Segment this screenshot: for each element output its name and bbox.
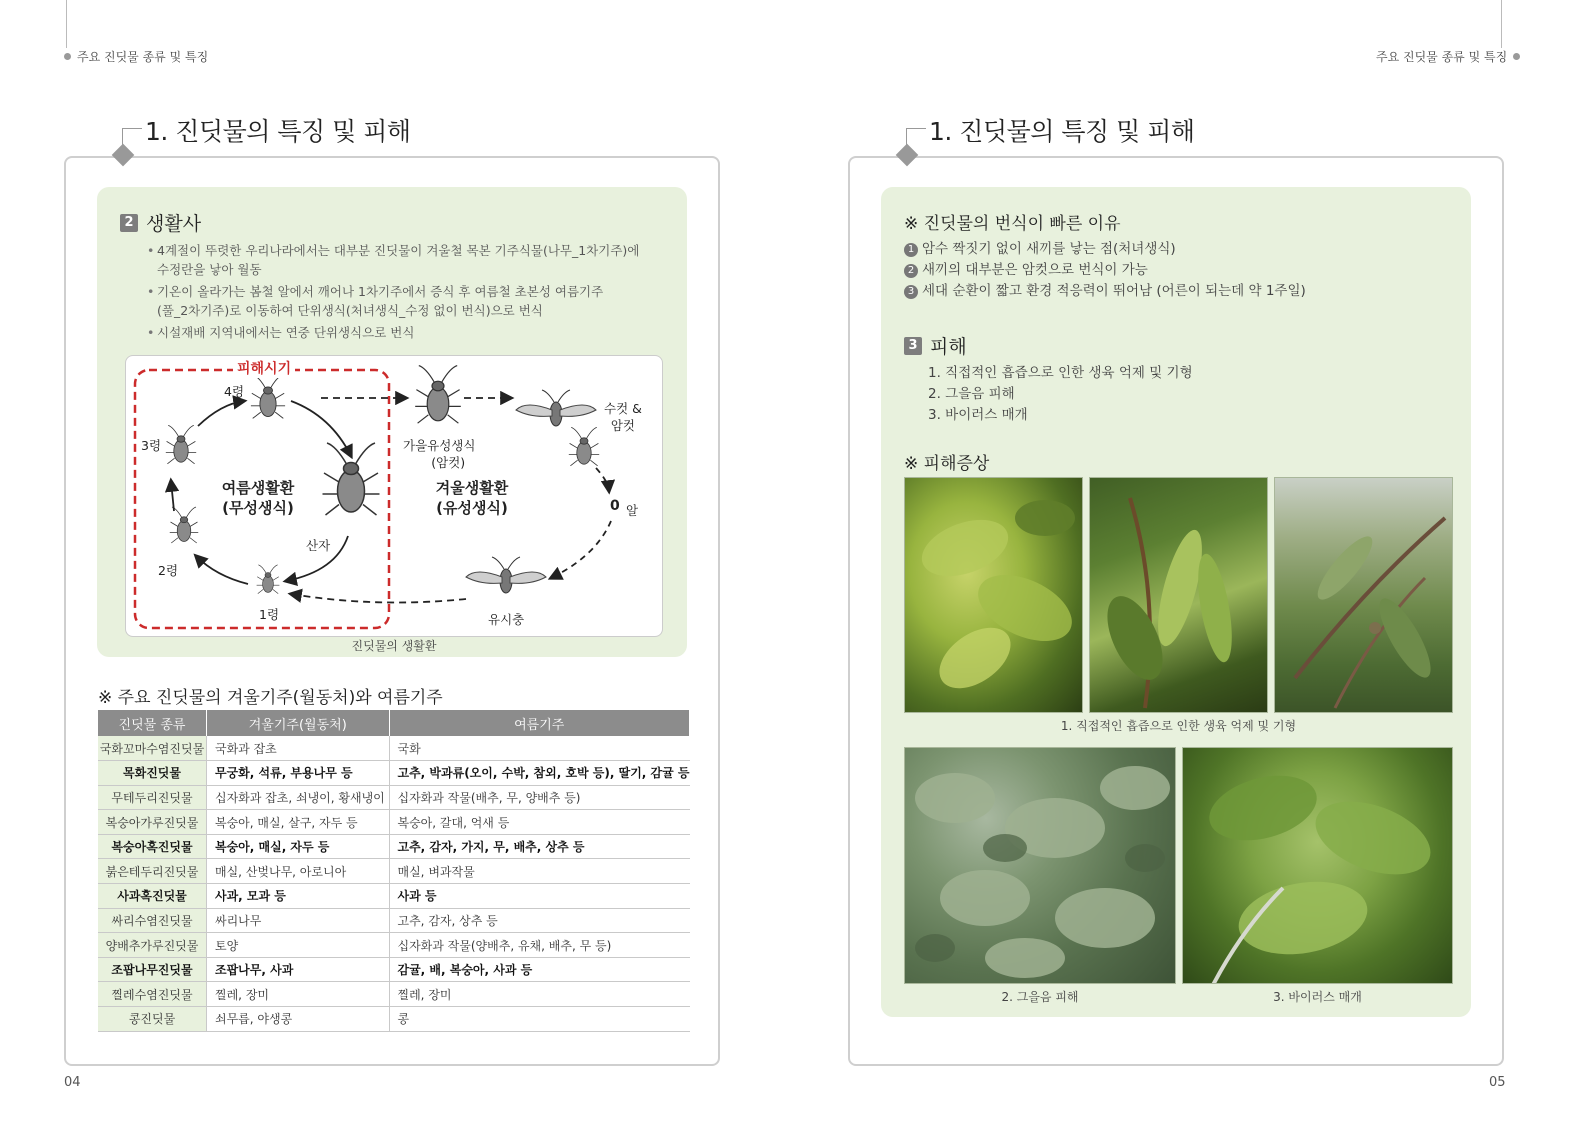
winter-host-cell: 사과, 모과 등 bbox=[207, 884, 390, 909]
summer-host-cell: 찔레, 장미 bbox=[389, 982, 690, 1007]
table-header-row bbox=[98, 710, 690, 736]
winter-host-cell: 복숭아, 매실, 자두 등 bbox=[207, 834, 390, 859]
running-header-right bbox=[1376, 48, 1520, 65]
subsection-heading bbox=[120, 209, 201, 236]
winter-host-cell: 싸리나무 bbox=[207, 908, 390, 933]
photo-leaf-curl-3 bbox=[1274, 477, 1453, 713]
section-title: 1. 진딧물의 특징 및 피해 bbox=[145, 117, 411, 146]
species-cell: 양배추가루진딧물 bbox=[98, 933, 207, 958]
summer-host-cell: 국화 bbox=[389, 736, 690, 761]
summer-host-cell: 십자화과 작물(양배추, 유채, 배추, 무 등) bbox=[389, 933, 690, 958]
birth-label: 산자 bbox=[306, 538, 331, 553]
summer-host-cell: 고추, 감자, 가지, 무, 배추, 상추 등 bbox=[389, 834, 690, 859]
photo-caption-3: 3. 바이러스 매개 bbox=[1273, 990, 1362, 1004]
running-header-left bbox=[64, 48, 208, 65]
header-rule bbox=[1501, 0, 1502, 48]
leaf-shapes bbox=[1183, 748, 1453, 984]
damage-panel bbox=[881, 187, 1471, 1017]
page-number: 04 bbox=[64, 1075, 81, 1090]
male-female-line1: 수컷 & bbox=[604, 401, 642, 416]
host-table-title: ※ 주요 진딧물의 겨울기주(월동처)와 여름기주 bbox=[98, 688, 443, 708]
species-cell: 무테두리진딧물 bbox=[98, 785, 207, 810]
reason-text: 암수 짝짓기 없이 새끼를 낳는 점(처녀생식) bbox=[922, 241, 1176, 257]
photo-virus-vector bbox=[1182, 747, 1453, 984]
section-number-badge: 3 bbox=[904, 337, 922, 355]
species-cell: 목화진딧물 bbox=[98, 761, 207, 786]
winter-host-cell: 국화과 잡초 bbox=[207, 736, 390, 761]
winter-host-cell: 찔레, 장미 bbox=[207, 982, 390, 1007]
number-circle-icon: 1 bbox=[904, 243, 918, 257]
reason-title: ※ 진딧물의 번식이 빠른 이유 bbox=[904, 214, 1121, 234]
reason-item bbox=[904, 281, 1306, 302]
table-row bbox=[98, 957, 690, 982]
species-cell: 찔레수염진딧물 bbox=[98, 982, 207, 1007]
number-circle-icon: 3 bbox=[904, 285, 918, 299]
summer-host-cell: 감귤, 배, 복숭아, 사과 등 bbox=[389, 957, 690, 982]
subsection-title: 피해 bbox=[930, 336, 967, 358]
running-header-text: 주요 진딧물 종류 및 특징 bbox=[1376, 50, 1508, 64]
damage-period-label: 피해시기 bbox=[233, 358, 295, 378]
table-row bbox=[98, 884, 690, 909]
male-female-line2: 암컷 bbox=[610, 418, 636, 433]
winter-cycle-label bbox=[432, 478, 512, 518]
table-row bbox=[98, 1007, 690, 1032]
number-circle-icon: 2 bbox=[904, 264, 918, 278]
winter-host-cell: 무궁화, 석류, 부용나무 등 bbox=[207, 761, 390, 786]
host-table bbox=[98, 710, 690, 1032]
page-number: 05 bbox=[1489, 1075, 1506, 1090]
photo-sooty-mold bbox=[904, 747, 1176, 984]
reason-text: 새끼의 대부분은 암컷으로 번식이 가능 bbox=[922, 262, 1148, 278]
lifecycle-bullets bbox=[147, 241, 667, 345]
running-header-text: 주요 진딧물 종류 및 특징 bbox=[77, 50, 209, 64]
lifecycle-caption: 진딧물의 생활환 bbox=[351, 639, 437, 653]
table-row bbox=[98, 859, 690, 884]
bullet-dot-icon bbox=[1513, 53, 1520, 60]
damage-list bbox=[928, 363, 1193, 426]
reason-item bbox=[904, 260, 1306, 281]
reason-item bbox=[904, 239, 1306, 260]
winter-cycle-title: 겨울생활환 bbox=[435, 479, 509, 497]
species-cell: 붉은테두리진딧물 bbox=[98, 859, 207, 884]
col-header-species: 진딧물 종류 bbox=[98, 710, 207, 736]
summer-host-cell: 콩 bbox=[389, 1007, 690, 1032]
leaf-shapes bbox=[905, 478, 1083, 713]
bullet-item: • 4계절이 뚜렷한 우리나라에서는 대부분 진딧물이 겨울철 목본 기주식물(나무_1차기주)에 수정란을 낳아 월동 bbox=[147, 241, 667, 279]
table-row bbox=[98, 933, 690, 958]
stage-3-label: 3령 bbox=[141, 438, 162, 453]
species-cell: 싸리수염진딧물 bbox=[98, 908, 207, 933]
summer-host-cell: 고추, 감자, 상추 등 bbox=[389, 908, 690, 933]
summer-host-cell: 고추, 박과류(오이, 수박, 참외, 호박 등), 딸기, 감귤 등 bbox=[389, 761, 690, 786]
species-cell: 국화꼬마수염진딧물 bbox=[98, 736, 207, 761]
reason-list bbox=[904, 239, 1306, 302]
header-rule bbox=[66, 0, 67, 48]
winter-host-cell: 매실, 산벚나무, 아로니아 bbox=[207, 859, 390, 884]
leaf-shapes bbox=[905, 748, 1176, 984]
left-page bbox=[0, 0, 793, 1123]
section-title: 1. 진딧물의 특징 및 피해 bbox=[929, 117, 1195, 146]
winter-host-cell: 복숭아, 매실, 살구, 자두 등 bbox=[207, 810, 390, 835]
symptom-title: ※ 피해증상 bbox=[904, 454, 990, 474]
winter-host-cell: 쇠무릅, 야생콩 bbox=[207, 1007, 390, 1032]
damage-item: 3. 바이러스 매개 bbox=[928, 407, 1028, 423]
egg-label: 알 bbox=[626, 503, 639, 518]
lifecycle-arrows bbox=[126, 356, 664, 638]
leaf-shapes bbox=[1090, 478, 1268, 713]
table-row bbox=[98, 736, 690, 761]
leaf-shapes bbox=[1275, 478, 1453, 713]
autumn-female-sub: (암컷) bbox=[431, 455, 466, 470]
table-row bbox=[98, 834, 690, 859]
subsection-heading bbox=[904, 332, 967, 359]
stage-2-label: 2령 bbox=[158, 563, 179, 578]
summer-cycle-title: 여름생활환 bbox=[221, 479, 295, 497]
male-female-label bbox=[604, 400, 642, 434]
photo-caption-2: 2. 그을음 피해 bbox=[1001, 990, 1079, 1004]
bullet-item: • 시설재배 지역내에서는 연중 단위생식으로 번식 bbox=[147, 323, 667, 342]
stage-1-label: 1령 bbox=[259, 607, 280, 622]
species-cell: 사과혹진딧물 bbox=[98, 884, 207, 909]
table-row bbox=[98, 982, 690, 1007]
stage-4-label: 4령 bbox=[224, 384, 245, 399]
table-row bbox=[98, 810, 690, 835]
winter-host-cell: 조팝나무, 사과 bbox=[207, 957, 390, 982]
summer-cycle-sub: (무성생식) bbox=[222, 499, 294, 517]
egg-icon: 0 bbox=[610, 498, 620, 514]
summer-host-cell: 매실, 벼과작물 bbox=[389, 859, 690, 884]
winter-cycle-sub: (유성생식) bbox=[436, 499, 508, 517]
nymph-label: 유시충 bbox=[488, 612, 525, 627]
species-cell: 복숭아혹진딧물 bbox=[98, 834, 207, 859]
bullet-dot-icon bbox=[64, 53, 71, 60]
summer-host-cell: 십자화과 작물(배추, 무, 양배추 등) bbox=[389, 785, 690, 810]
species-cell: 복숭아가루진딧물 bbox=[98, 810, 207, 835]
photo-caption-1: 1. 직접적인 흡즙으로 인한 생육 억제 및 기형 bbox=[1060, 719, 1297, 733]
winter-host-cell: 십자화과 잡초, 쇠냉이, 황새냉이 bbox=[207, 785, 390, 810]
damage-item: 2. 그을음 피해 bbox=[928, 386, 1015, 402]
damage-item: 1. 직접적인 흡즙으로 인한 생육 억제 및 기형 bbox=[928, 365, 1193, 381]
col-header-winter-host: 겨울기주(월동처) bbox=[207, 710, 390, 736]
table-row bbox=[98, 761, 690, 786]
photo-leaf-curl-1 bbox=[904, 477, 1083, 713]
table-row bbox=[98, 785, 690, 810]
summer-host-cell: 사과 등 bbox=[389, 884, 690, 909]
reason-text: 세대 순환이 짧고 환경 적응력이 뛰어남 (어른이 되는데 약 1주일) bbox=[922, 283, 1306, 299]
subsection-title: 생활사 bbox=[146, 213, 202, 235]
right-page bbox=[794, 0, 1587, 1123]
species-cell: 조팝나무진딧물 bbox=[98, 957, 207, 982]
autumn-sexual-label bbox=[403, 437, 475, 471]
summer-host-cell: 복숭아, 갈대, 억새 등 bbox=[389, 810, 690, 835]
bullet-item: • 기온이 올라가는 봄철 알에서 깨어나 1차기주에서 증식 후 여름철 초본성 여름기주 (풀_2차기주)로 이동하여 단위생식(처녀생식_수정 없이 번식)으로 번식 bbox=[147, 282, 667, 320]
section-number-badge: 2 bbox=[120, 214, 138, 232]
table-row bbox=[98, 908, 690, 933]
autumn-sexual-title: 가을유성생식 bbox=[403, 438, 476, 453]
species-cell: 콩진딧물 bbox=[98, 1007, 207, 1032]
photo-leaf-curl-2 bbox=[1089, 477, 1268, 713]
summer-cycle-label bbox=[218, 478, 298, 518]
lifecycle-diagram bbox=[125, 355, 663, 637]
col-header-summer-host: 여름기주 bbox=[389, 710, 690, 736]
winter-host-cell: 토양 bbox=[207, 933, 390, 958]
